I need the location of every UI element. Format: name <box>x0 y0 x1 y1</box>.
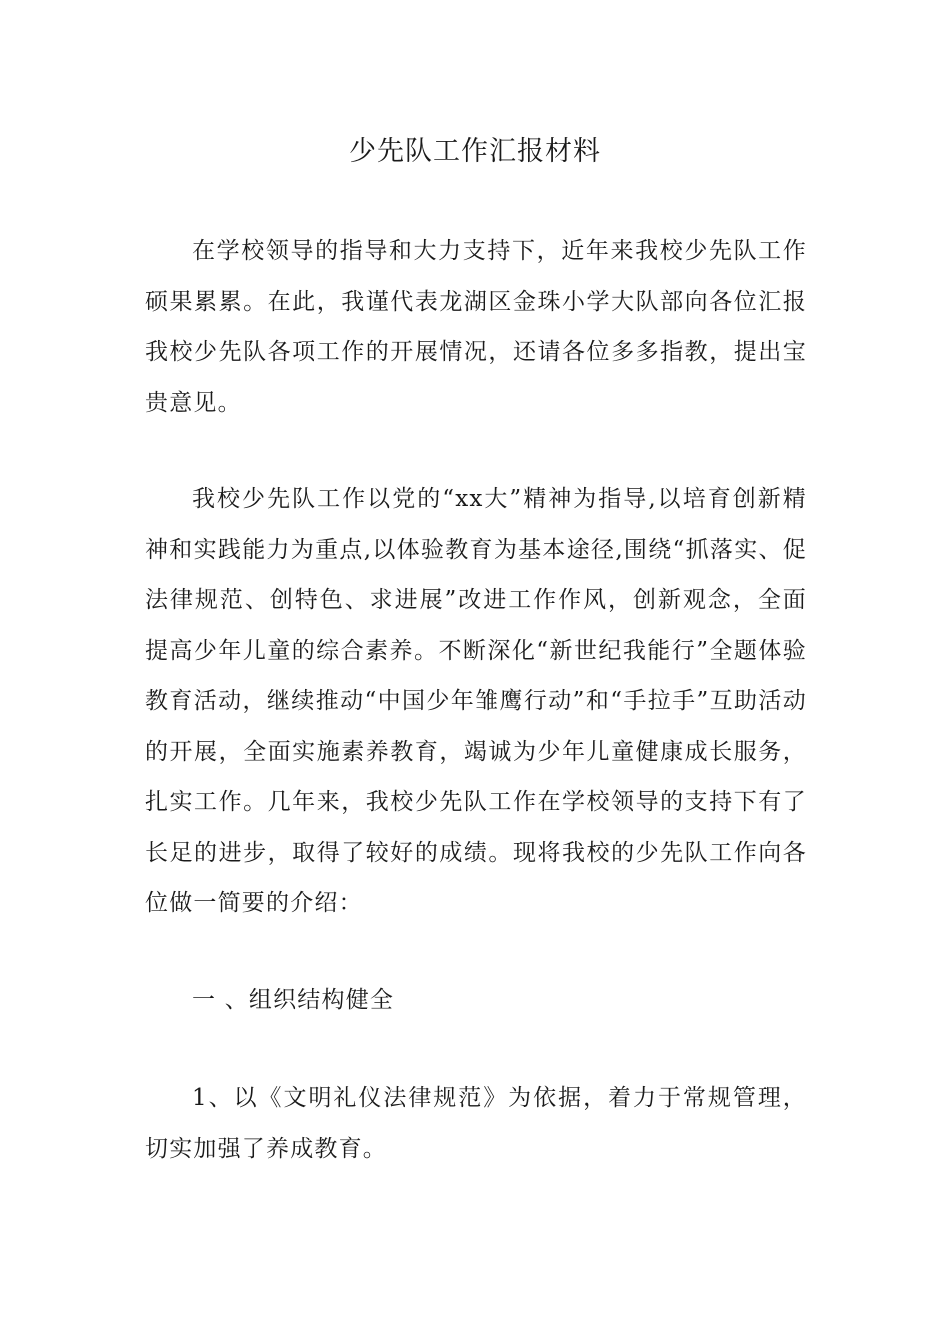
subsection-paragraph: 1、以《文明礼仪法律规范》为依据，着力于常规管理，切实加强了养成教育。 <box>145 1085 807 1162</box>
body-paragraph: 我校少先队工作以党的“xx大”精神为指导,以培育创新精神和实践能力为重点,以体验教育为基本途径,围绕“抓落实、促法律规范、创特色、求进展”改进工作作风，创新观念，全面提高少年儿童的综合素养。不断深化“新世纪我能行”全题体验教育活动，继续推动“中国少年雏鹰行动”和“手拉手”互助活动的开展，全面实施素养教育，竭诚为少年儿童健康成长服务，扎实工作。几年来，我校少先队工作在学校领导的支持下有了长足的进步，取得了较好的成绩。现将我校的少先队工作向各位做一简要的介绍： <box>145 486 807 916</box>
intro-paragraph: 在学校领导的指导和大力支持下，近年来我校少先队工作硕果累累。在此，我谨代表龙湖区金珠小学大队部向各位汇报我校少先队各项工作的开展情况，还请各位多多指教，提出宝贵意见。 <box>145 238 807 416</box>
section-heading: 一 、组织结构健全 <box>192 987 395 1013</box>
document-title: 少先队工作汇报材料 <box>349 136 601 167</box>
